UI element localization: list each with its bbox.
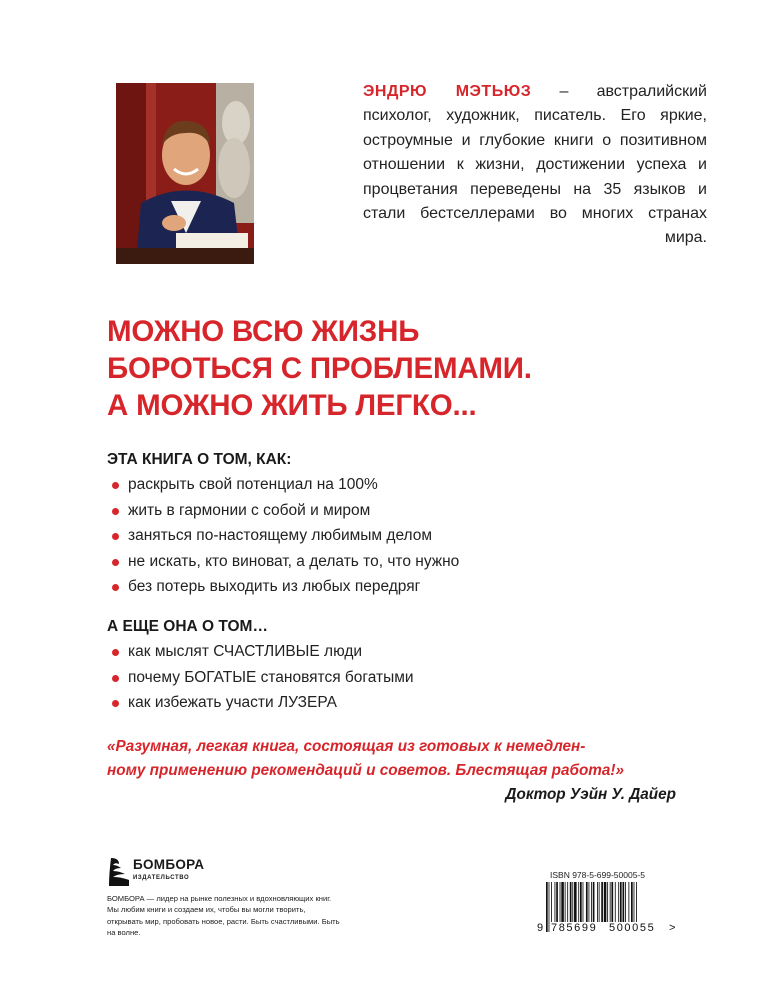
barcode-bar (589, 882, 590, 922)
bullet-icon (112, 649, 119, 656)
bullet-icon (112, 482, 119, 489)
headline (107, 313, 727, 424)
barcode-digit-first: 9 (537, 922, 544, 934)
barcode-digits (537, 921, 676, 937)
barcode-bar (618, 882, 619, 922)
quote-line-1: «Разумная, легкая книга, состоящая из готовых к немедлен- (107, 738, 586, 755)
barcode-bar (561, 882, 564, 922)
barcode-bar (625, 882, 626, 922)
barcode-bar (583, 882, 584, 922)
barcode-bar (615, 882, 616, 922)
barcode-bar (628, 882, 629, 922)
barcode-bar (610, 882, 611, 922)
barcode-bar (586, 882, 588, 922)
barcode-digits-right: 500055 (609, 922, 656, 934)
section-1-title: ЭТА КНИГА О ТОМ, КАК: (107, 451, 292, 468)
barcode-bar (601, 882, 603, 922)
barcode-bar (565, 882, 566, 922)
barcode-arrow: > (669, 922, 676, 934)
barcode-bar (578, 882, 579, 922)
bullet-icon (112, 584, 119, 591)
headline-line-1: МОЖНО ВСЮ ЖИЗНЬ (107, 315, 420, 348)
barcode-bar (623, 882, 625, 922)
barcode-bar (607, 882, 608, 922)
author-photo (116, 83, 254, 264)
barcode-bar (572, 882, 573, 922)
list-item: не искать, кто виноват, а делать то, что нужно (107, 549, 459, 575)
list-item: раскрыть свой потенциал на 100% (107, 472, 459, 498)
author-bio-text: – австралийский психолог, художник, писатель. Его яркие, остроумные и глубокие книги о позитивном отношении к жизни, достижении успеха и процветания переведены на 35 языков и стали бестселлерами во многих странах мира. (363, 83, 707, 247)
list-item: как мыслят СЧАСТЛИВЫЕ люди (107, 639, 414, 665)
barcode-bar (574, 882, 577, 922)
barcode-bar (556, 882, 558, 922)
bullet-icon (112, 533, 119, 540)
barcode-bar (611, 882, 613, 922)
isbn-label: ISBN 978-5-699-50005-5 (550, 870, 645, 880)
barcode-bar (560, 882, 561, 922)
publisher-brand: БОМБОРА (133, 857, 205, 872)
barcode-bar (580, 882, 582, 922)
barcode-bar (604, 882, 607, 922)
publisher-description: БОМБОРА — лидер на рынке полезных и вдохновляющих книг. Мы любим книги и создаем их, чтобы вы могли творить, открывать мир, пробовать новое, расти. Быть счастливыми. Быть на волне. (107, 894, 340, 937)
barcode-bar (570, 882, 572, 922)
barcode-bar (597, 882, 598, 922)
barcode-bar (631, 882, 633, 922)
quote-author: Доктор Уэйн У. Дайер (505, 786, 676, 803)
headline-line-3: А МОЖНО ЖИТЬ ЛЕГКО... (107, 389, 477, 422)
list-item: заняться по-настоящему любимым делом (107, 523, 459, 549)
section-2-list (107, 639, 414, 716)
barcode-bar (634, 882, 635, 922)
barcode-bar (551, 882, 552, 922)
barcode-digits-left: 785699 (551, 922, 598, 934)
author-name: ЭНДРЮ МЭТЬЮЗ (363, 83, 532, 100)
bombora-wave-icon (107, 856, 131, 888)
quote-line-2: ному применению рекомендаций и советов. Блестящая работа!» (107, 761, 624, 779)
list-item: как избежать участи ЛУЗЕРА (107, 690, 414, 716)
review-quote (107, 735, 707, 782)
bullet-icon (112, 675, 119, 682)
bullet-icon (112, 559, 119, 566)
author-bio (363, 80, 707, 251)
list-item: жить в гармонии с собой и миром (107, 498, 459, 524)
publisher-logo (107, 856, 237, 888)
bullet-icon (112, 508, 119, 515)
bullet-icon (112, 700, 119, 707)
barcode-bar (555, 882, 556, 922)
section-1-list (107, 472, 459, 600)
barcode-bar (567, 882, 568, 922)
publisher-sub: ИЗДАТЕЛЬСТВО (133, 875, 190, 881)
list-item: почему БОГАТЫЕ становятся богатыми (107, 665, 414, 691)
section-2-title: А ЕЩЕ ОНА О ТОМ… (107, 618, 268, 635)
barcode-bar (620, 882, 622, 922)
barcode-bar (599, 882, 600, 922)
headline-line-2: БОРОТЬСЯ С ПРОБЛЕМАМИ. (107, 352, 532, 385)
list-item: без потерь выходить из любых передряг (107, 574, 459, 600)
